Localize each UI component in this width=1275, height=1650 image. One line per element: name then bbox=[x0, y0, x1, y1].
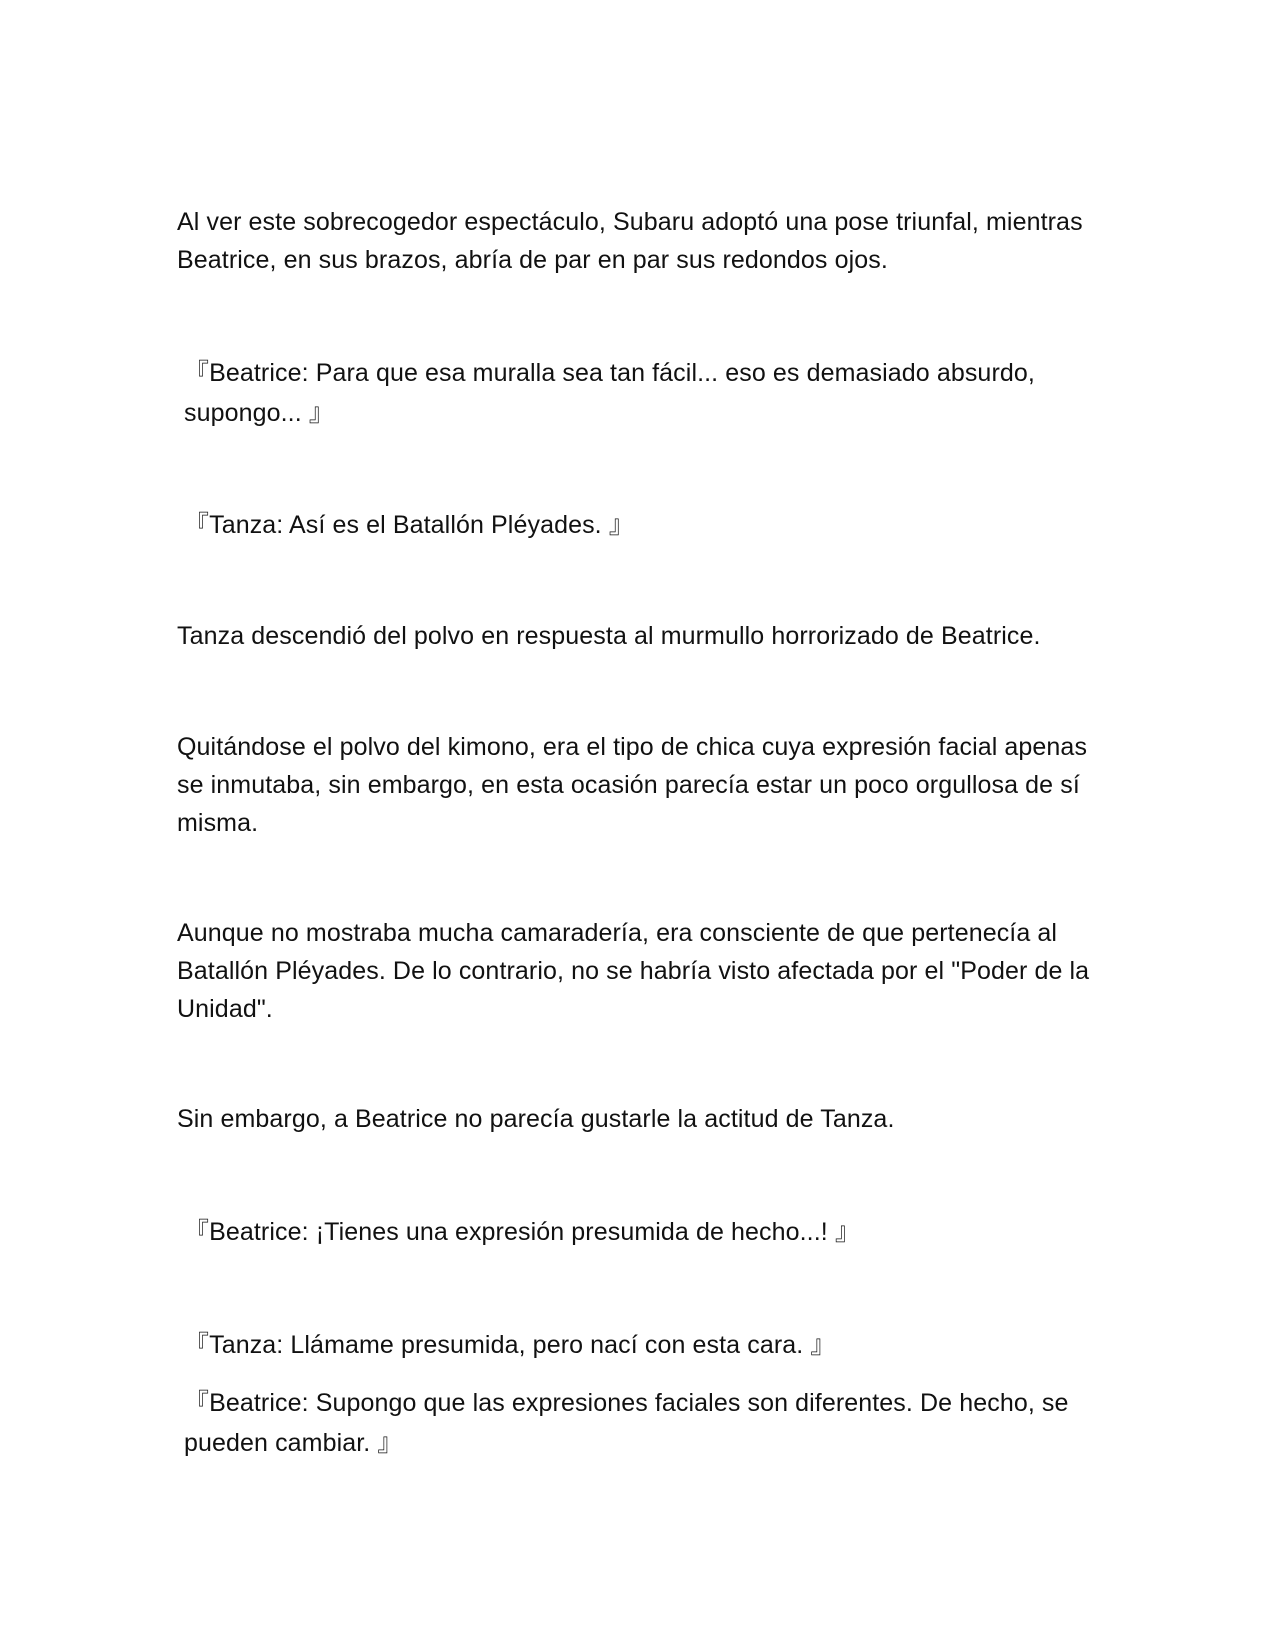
narration-paragraph: Al ver este sobrecogedor espectáculo, Subaru adoptó una pose triunfal, mientras Beatrice, en sus brazos, abría de par en par sus redondos ojos. bbox=[177, 208, 1083, 274]
dialogue-line-beatrice: 『Beatrice: Supongo que las expresiones faciales son diferentes. De hecho, se pueden cambiar. 』 bbox=[184, 1389, 1069, 1457]
dialogue-line-tanza: 『Tanza: Así es el Batallón Pléyades. 』 bbox=[184, 511, 634, 539]
narration-paragraph: Tanza descendió del polvo en respuesta al murmullo horrorizado de Beatrice. bbox=[177, 622, 1041, 650]
dialogue-line-tanza: 『Tanza: Llámame presumida, pero nací con esta cara. 』 bbox=[184, 1331, 836, 1359]
narration-paragraph: Sin embargo, a Beatrice no parecía gustarle la actitud de Tanza. bbox=[177, 1105, 895, 1133]
narration-paragraph: Quitándose el polvo del kimono, era el tipo de chica cuya expresión facial apenas se inmutaba, sin embargo, en esta ocasión parecía estar un poco orgullosa de sí misma. bbox=[177, 733, 1088, 837]
dialogue-line-beatrice: 『Beatrice: ¡Tienes una expresión presumida de hecho...! 』 bbox=[184, 1218, 860, 1246]
narration-paragraph: Aunque no mostraba mucha camaradería, era consciente de que pertenecía al Batallón Pléyades. De lo contrario, no se habría visto afectada por el "Poder de la Unidad". bbox=[177, 919, 1090, 1023]
dialogue-line-beatrice: 『Beatrice: Para que esa muralla sea tan fácil... eso es demasiado absurdo, supongo... 』 bbox=[184, 359, 1035, 427]
